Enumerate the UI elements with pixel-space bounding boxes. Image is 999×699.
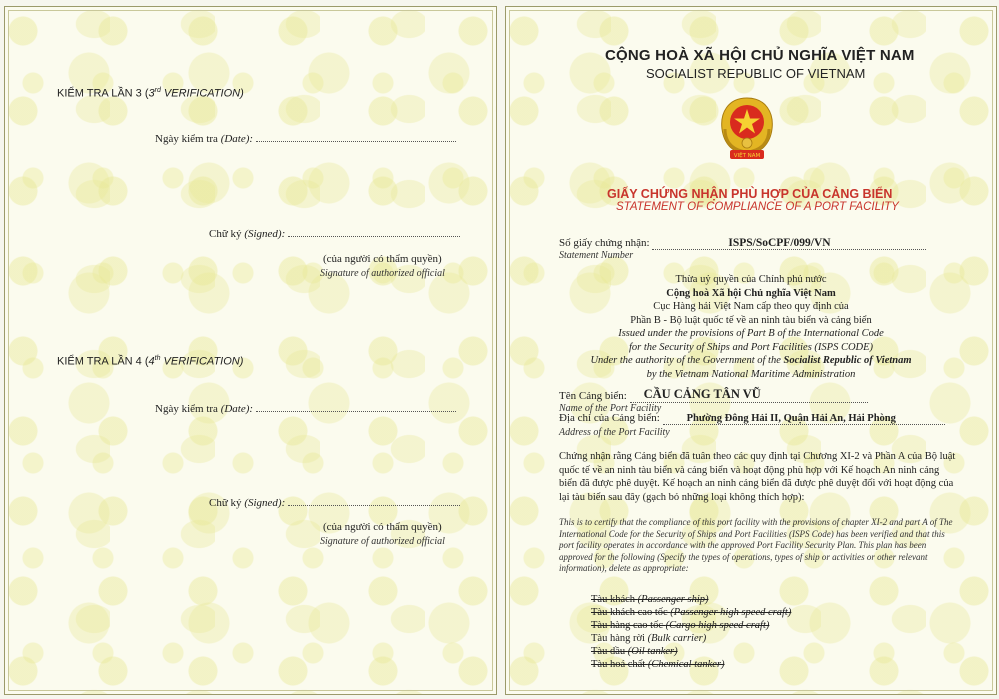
country-name-en: SOCIALIST REPUBLIC OF VIETNAM xyxy=(646,66,866,81)
port-name-value: CẦU CẢNG TÂN VŨ xyxy=(643,387,761,401)
country-name-vn: CỘNG HOÀ XÃ HỘI CHỦ NGHĨA VIỆT NAM xyxy=(605,47,915,64)
v4-authority-en: Signature of authorized official xyxy=(320,536,445,547)
v4-signed-row: Chữ ký (Signed): xyxy=(209,493,460,509)
certificate-title-vn: GIẤY CHỨNG NHẬN PHÙ HỢP CỦA CẢNG BIỂN xyxy=(607,187,893,201)
svg-text:VIỆT NAM: VIỆT NAM xyxy=(733,153,761,159)
port-address-value: Phường Đông Hải II, Quận Hải An, Hải Phòng xyxy=(686,413,896,424)
v3-authority-en: Signature of authorized official xyxy=(320,268,445,279)
v4-date-row: Ngày kiểm tra (Date): xyxy=(155,399,456,415)
v3-date-field[interactable] xyxy=(256,129,456,142)
v4-signature-field[interactable] xyxy=(288,493,460,506)
right-page xyxy=(505,6,997,695)
v4-authority-vn: (của người có thẩm quyền) xyxy=(323,521,442,533)
v4-date-field[interactable] xyxy=(256,399,456,412)
verification-4-heading: KIỂM TRA LẦN 4 (4th VERIFICATION) xyxy=(57,355,244,368)
ship-type-item: Tàu hàng rời (Bulk carrier) xyxy=(591,633,707,644)
verification-3-heading: KIỂM TRA LẦN 3 (3rd VERIFICATION) xyxy=(57,87,244,100)
ship-type-item: Tàu hoá chất (Chemical tanker) xyxy=(591,659,725,670)
ship-type-item: Tàu khách cao tốc (Passenger high speed craft) xyxy=(591,607,792,618)
statement-number-label-en: Statement Number xyxy=(559,250,634,261)
certification-text-en: This is to certify that the compliance of this port facility with the provisions of chapter XI-2 and part A of The International Code for the Security of Ships and Port Facilities (ISPS Code) has been verified and that this port facility operates in accordance with the approved Port Facility Security Plan. This plan has been approved for the following (Specify the types of operations, types of ship or activities or other relevant information), delete as appropriate: xyxy=(559,517,953,573)
port-address-label-en: Address of the Port Facility xyxy=(559,427,670,438)
national-emblem-icon xyxy=(716,95,778,165)
v3-signature-field[interactable] xyxy=(288,224,460,237)
left-page xyxy=(4,6,497,695)
certification-text-vn: Chứng nhận rằng Cảng biển đã tuân theo các quy định tại Chương XI-2 và Phần A của Bộ luật quốc tế về an ninh tàu biển và cảng biển và hoạt động phù hợp với Kế hoạch An ninh cảng biển đã được phê duyệt. Kế hoạch an ninh cảng biển đã được phê duyệt đối với hoạt động của lại tàu biển sau đây (gạch bỏ những loại không thích hợp): xyxy=(559,451,956,503)
ship-type-item: Tàu dầu (Oil tanker) xyxy=(591,646,678,657)
ship-types-list xyxy=(591,593,891,671)
v3-date-row: Ngày kiểm tra (Date): xyxy=(155,129,456,145)
v3-signed-row: Chữ ký (Signed): xyxy=(209,224,460,240)
issuing-authority-block: Thừa uỷ quyền của Chính phủ nước Cộng hoà Xã hội Chủ nghĩa Việt Nam Cục Hàng hải Việt Nam cấp theo quy định của Phần B - Bộ luật quốc tế về an ninh tàu biển và cảng biển Issued under the provisions of Part B of the International Code for the Security of Ships and Port Facilities (ISPS CODE) Under the authority of the Government of the Socialist Republic of Vietnam by the Vietnam National Maritime Administration xyxy=(590,274,912,380)
ship-type-item: Tàu hàng cao tốc (Cargo high speed craft) xyxy=(591,620,770,631)
port-address-row: Địa chỉ của Cảng biển: Phường Đông Hải II, Quận Hải An, Hải Phòng xyxy=(559,412,945,425)
port-name-row: Tên Cảng biển: CẦU CẢNG TÂN VŨ xyxy=(559,390,868,403)
statement-number-row: Số giấy chứng nhận: ISPS/SoCPF/099/VN xyxy=(559,237,926,250)
certificate-title-en: STATEMENT OF COMPLIANCE OF A PORT FACILITY xyxy=(616,201,899,213)
ship-type-item: Tàu khách (Passenger ship) xyxy=(591,594,709,605)
port-name-label-en: Name of the Port Facility xyxy=(559,403,662,414)
v3-authority-vn: (của người có thẩm quyền) xyxy=(323,253,442,265)
statement-number-value: ISPS/SoCPF/099/VN xyxy=(728,237,831,249)
